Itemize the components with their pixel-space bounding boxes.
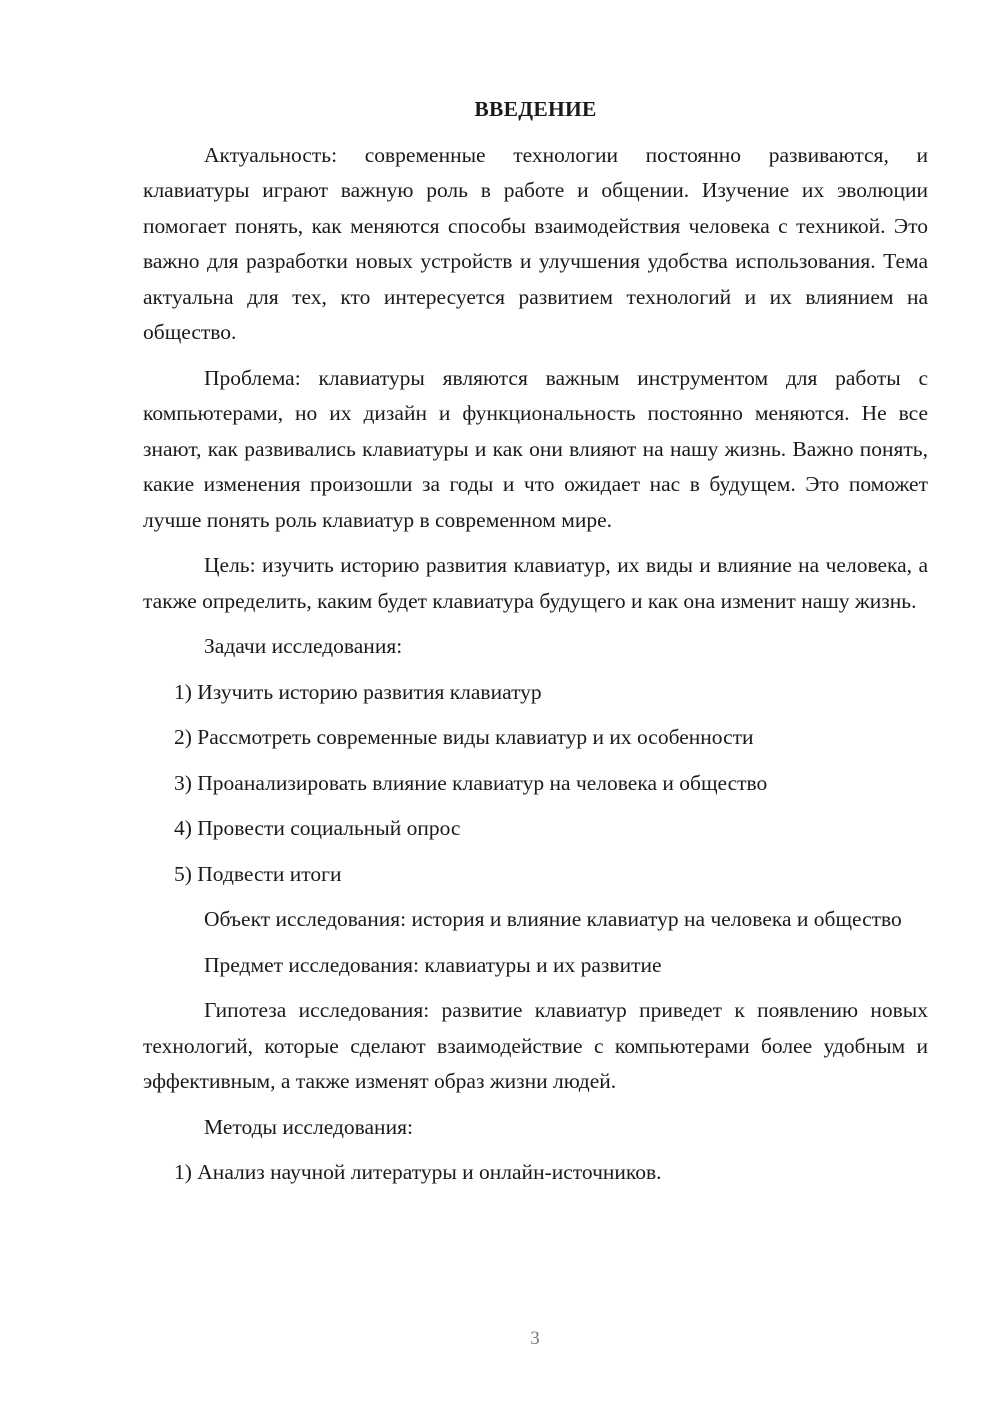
page-number: 3 — [530, 1328, 540, 1349]
tasks-title: Задачи исследования: — [204, 634, 403, 658]
page-title: ВВЕДЕНИЕ — [474, 97, 597, 121]
object-paragraph: Объект исследования: история и влияние клавиатур на человека и общество — [204, 907, 902, 931]
goal-paragraph: Цель: изучить историю развития клавиатур, их виды и влияние на человека, а также определить, каким будет клавиатура будущего и как она изменит нашу жизнь. — [143, 553, 928, 613]
subject-paragraph: Предмет исследования: клавиатуры и их развитие — [204, 952, 662, 977]
problem-paragraph: Проблема: клавиатуры являются важным инструментом для работы с компьютерами, но их дизайн и функциональность постоянно меняются. Не все знают, как развивались клавиатуры и как они влияют на нашу жизнь. Важно понять, какие изменения произошли за годы и что ожидает нас в будущем. Это поможет лучше понять роль клавиатур в современном мире. — [143, 365, 928, 532]
document-page — [143, 92, 928, 1201]
methods-title: Методы исследования: — [204, 1114, 413, 1139]
list-item: 1) Анализ научной литературы и онлайн-источников. — [174, 1160, 662, 1184]
list-item: 2) Рассмотреть современные виды клавиатур и их особенности — [174, 725, 754, 749]
hypothesis-paragraph: Гипотеза исследования: развитие клавиатур приведет к появлению новых технологий, которые сделают взаимодействие с компьютерами более удобным и эффективным, а также изменят образ жизни людей. — [143, 998, 928, 1093]
list-item: 4) Провести социальный опрос — [174, 816, 461, 840]
list-item: 1) Изучить историю развития клавиатур — [174, 679, 542, 704]
list-item: 3) Проанализировать влияние клавиатур на человека и общество — [174, 770, 768, 795]
relevance-paragraph: Актуальность: современные технологии постоянно развиваются, и клавиатуры играют важную роль в работе и общении. Изучение их эволюции помогает понять, как меняются способы взаимодействия человека с техникой. Это важно для разработки новых устройств и улучшения удобства использования. Тема актуальна для тех, кто интересуется развитием технологий и их влиянием на общество. — [143, 142, 928, 344]
list-item: 5) Подвести итоги — [174, 861, 342, 886]
